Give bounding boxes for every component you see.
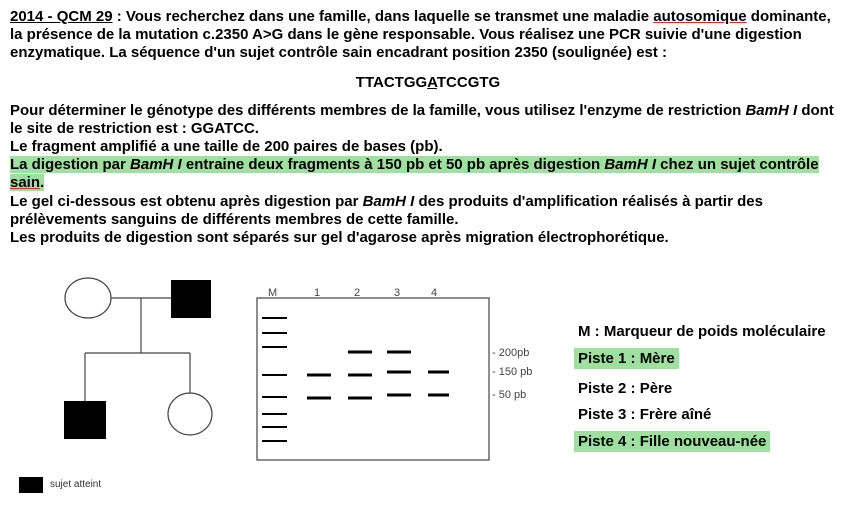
lane-label-2: 2 [354,287,361,299]
dna-sequence: TTACTGGATCCGTG [355,74,501,91]
lane-label-4: 4 [431,287,438,299]
autosomique-word: autosomique [653,8,747,25]
legend-marker: M : Marqueur de poids moléculaire [578,323,826,340]
question-intro: 2014 - QCM 29 : Vous recherchez dans une famille, dans laquelle se transmet une maladie autosomique dominante, la présence de la mutation c.2350 A>G dans le gène responsable. Vous réalisez une PCR suivie d'une digestion enzymatique. La séquence d'un sujet contrôle sain encadrant position 2350 (soulignée) est : [10,8,831,61]
affected-key-label: sujet atteint [50,479,102,490]
size-label-200: - 200pb [492,347,530,359]
agarose-gel [257,287,532,460]
size-label-150: - 150 pb [492,366,533,378]
legend-lane-2: Piste 2 : Père [578,380,673,397]
legend-lane-4: Piste 4 : Fille nouveau-née [574,431,770,452]
lane-label-M: M [268,287,278,299]
son-symbol [64,401,106,439]
legend-lane-3: Piste 3 : Frère aîné [578,406,712,423]
enzyme-paragraph: Pour déterminer le génotype des différents membres de la famille, vous utilisez l'enzyme de restriction BamH I dont le site de restriction est : GGATCC. [10,102,834,137]
mother-symbol [65,278,111,318]
gel-frame [257,298,489,460]
lane-label-1: 1 [314,287,321,299]
father-symbol [171,280,211,318]
lane-label-3: 3 [394,287,401,299]
highlighted-digestion-text: La digestion par BamH I entraine deux fragments à 150 pb et 50 pb après digestion BamH I chez un sujet contrôle sain. [10,156,819,191]
mutation-position: A [427,74,437,91]
daughter-symbol [168,393,212,435]
fragment-size-line: Le fragment amplifié a une taille de 200 paires de bases (pb). [10,138,443,155]
migration-line: Les produits de digestion sont séparés sur gel d'agarose après migration électrophorétique. [10,229,669,246]
affected-key-square [19,477,43,493]
pedigree-chart [64,278,212,439]
gel-description: Le gel ci-dessous est obtenu après digestion par BamH I des produits d'amplification réalisés à partir des prélèvements sanguins de différents membres de cette famille. [10,193,763,228]
question-tag: 2014 - QCM 29 [10,8,113,25]
size-label-50: - 50 pb [492,389,527,401]
legend-lane-1: Piste 1 : Mère [574,348,679,369]
